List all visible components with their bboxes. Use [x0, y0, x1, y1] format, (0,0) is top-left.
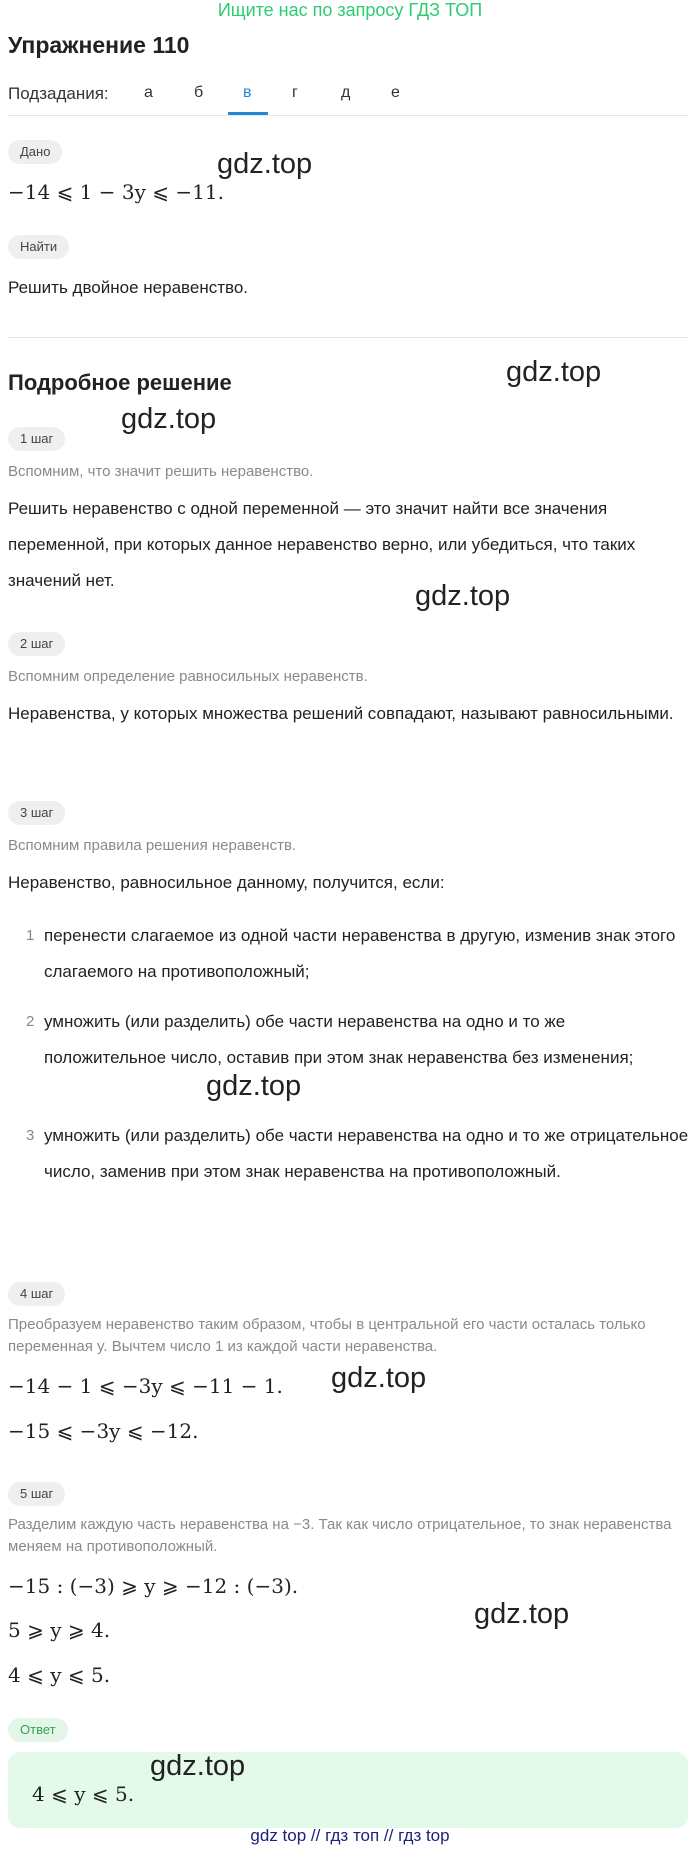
solution-title: Подробное решение [8, 370, 232, 395]
tab-b[interactable]: б [194, 84, 204, 101]
list-item: умножить (или разделить) обе части неравенства на одно и то же отрицательное число, заменив при этом знак неравенства на противоположный. [44, 1126, 689, 1181]
step-5-hint: Разделим каждую часть неравенства на −3. Так как число отрицательное, то знак неравенства меняем на противоположный. [8, 1516, 672, 1555]
tab-e[interactable]: е [391, 84, 400, 101]
divider [8, 337, 688, 338]
list-item: перенести слагаемое из одной части неравенства в другую, изменив знак этого слагаемого на противоположный; [44, 926, 676, 981]
watermark: gdz.top [331, 1362, 427, 1394]
step-5-formula-3: 4 ⩽ y ⩽ 5. [8, 1663, 111, 1687]
search-banner: Ищите нас по запросу ГДЗ ТОП [217, 0, 483, 20]
step-3-hint: Вспомним правила решения неравенств. [8, 837, 297, 854]
watermark: gdz.top [415, 580, 511, 612]
step-5-formula-1: −15 : (−3) ⩾ y ⩾ −12 : (−3). [8, 1574, 299, 1598]
tab-a[interactable]: а [144, 84, 153, 101]
answer-formula: 4 ⩽ y ⩽ 5. [32, 1782, 135, 1806]
tab-g[interactable]: г [292, 84, 298, 101]
step-1-text: Решить неравенство с одной переменной — это значит найти все значения переменной, при которых данное неравенство верно, или убедиться, что таких значений нет. [8, 499, 636, 590]
step-1-hint: Вспомним, что значит решить неравенство. [8, 463, 314, 480]
find-text: Решить двойное неравенство. [8, 278, 249, 297]
step-4-hint: Преобразуем неравенство таким образом, чтобы в центральной его части осталась только переменная y. Вычтем число 1 из каждой части неравенства. [8, 1316, 646, 1355]
given-formula: −14 ⩽ 1 − 3y ⩽ −11. [8, 180, 224, 204]
step-4-formula-1: −14 − 1 ⩽ −3y ⩽ −11 − 1. [8, 1374, 283, 1398]
watermark: gdz.top [217, 148, 313, 180]
step-4-badge: 4 шаг [8, 1282, 65, 1306]
find-badge: Найти [8, 235, 69, 259]
footer-links[interactable]: gdz top // гдз топ // гдз top [250, 1826, 450, 1845]
list-item-number: 1 [26, 927, 35, 944]
list-item: умножить (или разделить) обе части неравенства на одно и то же положительное число, оставив при этом знак неравенства без изменения; [44, 1012, 634, 1067]
watermark: gdz.top [150, 1750, 246, 1782]
step-4-formula-2: −15 ⩽ −3y ⩽ −12. [8, 1419, 199, 1443]
list-item-number: 2 [26, 1013, 35, 1030]
watermark: gdz.top [506, 356, 602, 388]
step-1-badge: 1 шаг [8, 427, 65, 451]
list-item-number: 3 [26, 1127, 35, 1144]
step-2-badge: 2 шаг [8, 632, 65, 656]
divider [8, 115, 688, 116]
given-badge: Дано [8, 140, 62, 164]
step-3-badge: 3 шаг [8, 801, 65, 825]
step-2-text: Неравенства, у которых множества решений совпадают, называют равносильными. [8, 704, 674, 723]
page-title: Упражнение 110 [8, 32, 190, 58]
watermark: gdz.top [121, 403, 217, 435]
subtasks-label: Подзадания: [8, 84, 109, 103]
tab-v[interactable]: в [243, 84, 252, 101]
tab-d[interactable]: д [341, 84, 351, 101]
step-2-hint: Вспомним определение равносильных неравенств. [8, 668, 368, 685]
step-5-badge: 5 шаг [8, 1482, 65, 1506]
watermark: gdz.top [474, 1598, 570, 1630]
step-3-text: Неравенство, равносильное данному, получится, если: [8, 873, 445, 892]
step-5-formula-2: 5 ⩾ y ⩾ 4. [8, 1618, 111, 1642]
watermark: gdz.top [206, 1070, 302, 1102]
answer-badge: Ответ [8, 1718, 68, 1742]
